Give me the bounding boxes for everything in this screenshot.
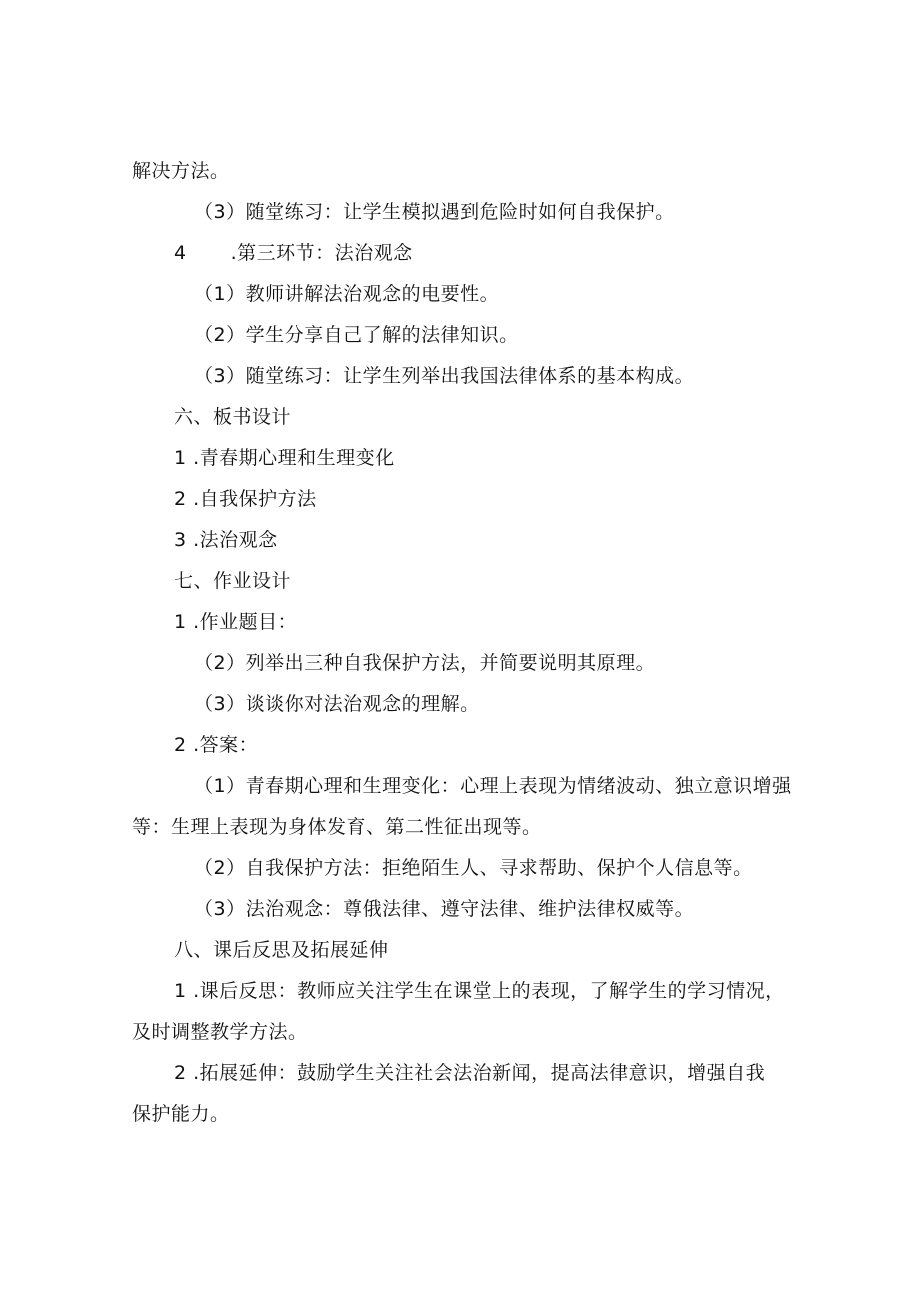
text-line: （3）随堂练习：让学生模拟遇到危险时如何自我保护。 xyxy=(194,201,675,223)
text-line: （1）教师讲解法治观念的电要性。 xyxy=(194,283,500,305)
section-heading: 六、板书设计 xyxy=(174,406,292,428)
text-line: （2）学生分享自己了解的法律知识。 xyxy=(194,324,519,346)
text-line: 解决方法。 xyxy=(132,160,230,182)
list-item: 3 .法治观念 xyxy=(174,529,278,551)
section-number: 4 xyxy=(174,242,187,264)
text-line: （3）法治观念：尊俄法律、遵守法律、维护法律权威等。 xyxy=(194,898,695,920)
text-line: 及时调整教学方法。 xyxy=(132,1021,308,1043)
list-item: 1 .青春期心理和生理变化 xyxy=(174,447,395,469)
text-line: 保护能力。 xyxy=(132,1103,230,1125)
list-item: 1 .作业题目： xyxy=(174,611,298,633)
text-line: （3）谈谈你对法治观念的理解。 xyxy=(194,693,480,715)
section-heading: 七、作业设计 xyxy=(174,570,292,592)
section-heading: 八、课后反思及拓展延伸 xyxy=(174,939,389,961)
text-line: （2）自我保护方法：拒绝陌生人、寻求帮助、保护个人信息等。 xyxy=(194,857,753,879)
text-line: 等：生理上表现为身体发育、第二性征出现等。 xyxy=(132,816,542,838)
list-item: 2 .自我保护方法 xyxy=(174,488,317,510)
section-heading xyxy=(174,240,413,266)
text-line: （1）青春期心理和生理变化：心理上表现为情绪波动、独立意识增强 xyxy=(194,775,792,797)
text-line: （3）随堂练习：让学生列举出我国法律体系的基本构成。 xyxy=(194,365,695,387)
list-item: 2 .答案： xyxy=(174,734,259,756)
text-line: 1 .课后反思：教师应关注学生在课堂上的表现，了解学生的学习情况， xyxy=(174,980,785,1002)
text-line: 2 .拓展延伸：鼓励学生关注社会法治新闻，提高法律意识，增强自我 xyxy=(174,1062,766,1084)
section-title: .第三环节：法治观念 xyxy=(230,242,413,264)
text-line: （2）列举出三种自我保护方法，并简要说明其原理。 xyxy=(194,652,656,674)
